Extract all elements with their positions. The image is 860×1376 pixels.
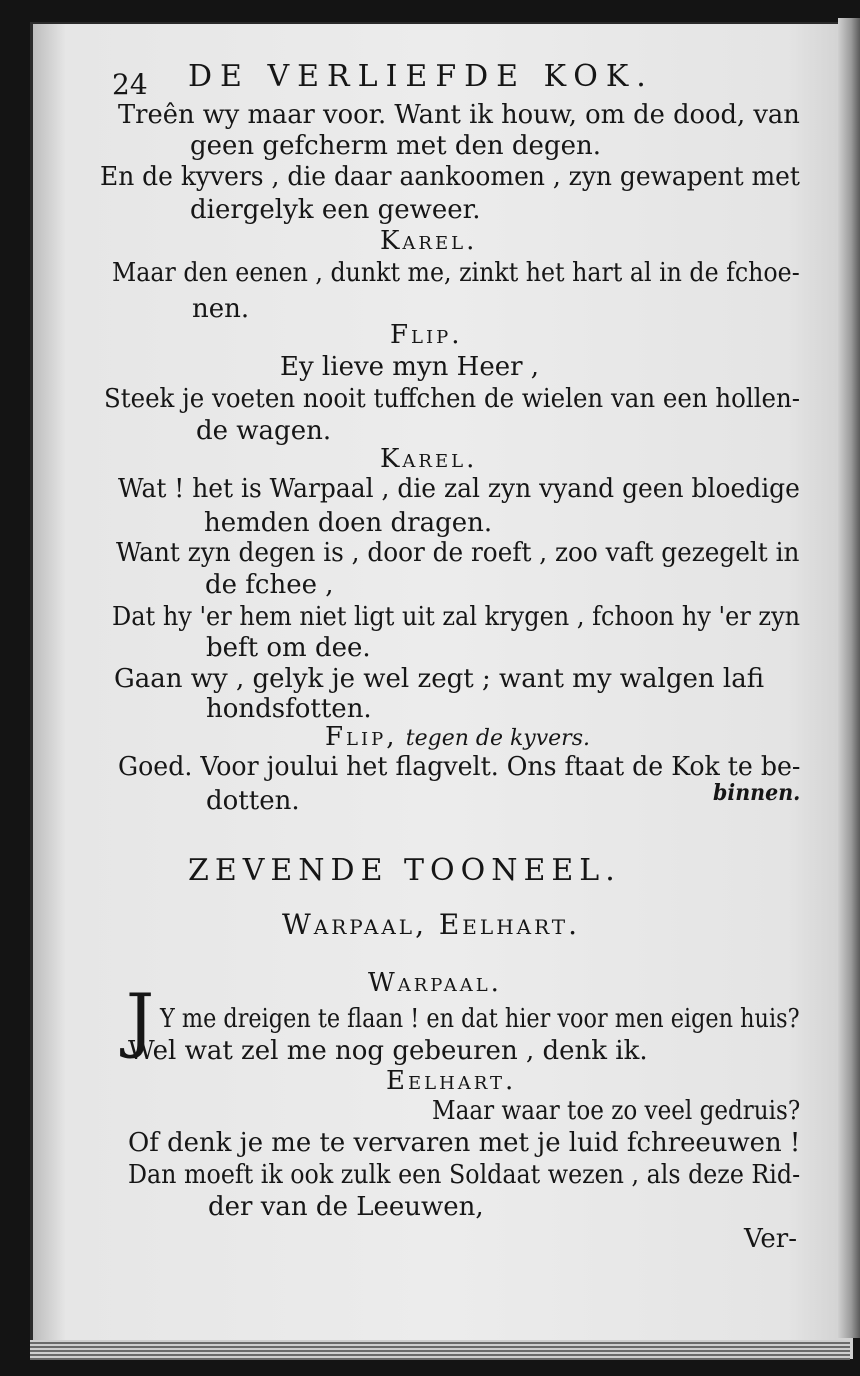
speaker-direction-line <box>325 722 590 754</box>
text-line: de fchee , <box>205 570 334 600</box>
text-line: Want zyn degen is , door de roeft , zoo vaft gezegelt in <box>116 538 800 568</box>
text-line: En de kyvers , die daar aankoomen , zyn gewapent met <box>100 162 800 192</box>
text-line: beft om dee. <box>206 633 371 663</box>
scene-persons: Warpaal, Eelhart. <box>282 908 581 941</box>
text-line: Steek je voeten nooit tuffchen de wielen van een hollen- <box>104 384 801 414</box>
speaker-name: Warpaal. <box>368 968 502 998</box>
speaker-name: Flip. <box>390 320 463 350</box>
text-line: Treên wy maar voor. Want ik houw, om de dood, van <box>118 100 800 130</box>
text-line: hemden doen dragen. <box>204 508 493 538</box>
text-line: der van de Leeuwen, <box>208 1192 484 1222</box>
text-line: Of denk je me te vervaren met je luid fchreeuwen ! <box>128 1128 801 1158</box>
text-line: Maar den eenen , dunkt me, zinkt het hart al in de fchoe- <box>112 258 800 288</box>
speaker-name: Karel. <box>380 226 478 256</box>
text-line: Dat hy 'er hem niet ligt uit zal krygen , fchoon hy 'er zyn <box>112 602 801 632</box>
speaker-name: Karel. <box>380 444 478 474</box>
speaker-name: Eelhart. <box>386 1066 517 1096</box>
text-line: Goed. Voor joului het flagvelt. Ons ftaat de Kok te be- <box>118 752 801 782</box>
catchword: Ver- <box>744 1224 797 1254</box>
speaker-name: Flip, <box>325 722 398 752</box>
page-edge <box>838 18 860 1338</box>
text-line: nen. <box>192 294 250 324</box>
running-title: DE VERLIEFDE KOK. <box>188 59 654 94</box>
text-line: Wat ! het is Warpaal , die zal zyn vyand geen bloedige <box>118 474 800 504</box>
text-line: Wel wat zel me nog gebeuren , denk ik. <box>128 1036 648 1066</box>
text-line: diergelyk een geweer. <box>190 195 481 225</box>
text-line: hondsfotten. <box>206 694 372 724</box>
text-line: Dan moeft ik ook zulk een Soldaat wezen , als deze Rid- <box>128 1160 801 1190</box>
text-line: dotten. <box>206 786 300 816</box>
text-line: Ey lieve myn Heer , <box>280 352 540 382</box>
text-line: Maar waar toe zo veel gedruis? <box>432 1096 801 1126</box>
text-line: geen gefcherm met den degen. <box>190 131 601 161</box>
page-number: 24 <box>112 68 148 101</box>
text-line: de wagen. <box>196 416 332 446</box>
scene-title: ZEVENDE TOONEEL. <box>188 853 621 888</box>
drop-capital: J <box>126 979 155 1061</box>
text-line: Gaan wy , gelyk je wel zegt ; want my walgen lafi <box>114 664 765 694</box>
page-bottom-edge <box>30 1340 850 1360</box>
stage-direction: binnen. <box>713 780 801 806</box>
text-line: Y me dreigen te flaan ! en dat hier voor men eigen huis? <box>160 1004 800 1034</box>
stage-direction: tegen de kyvers. <box>405 726 590 751</box>
